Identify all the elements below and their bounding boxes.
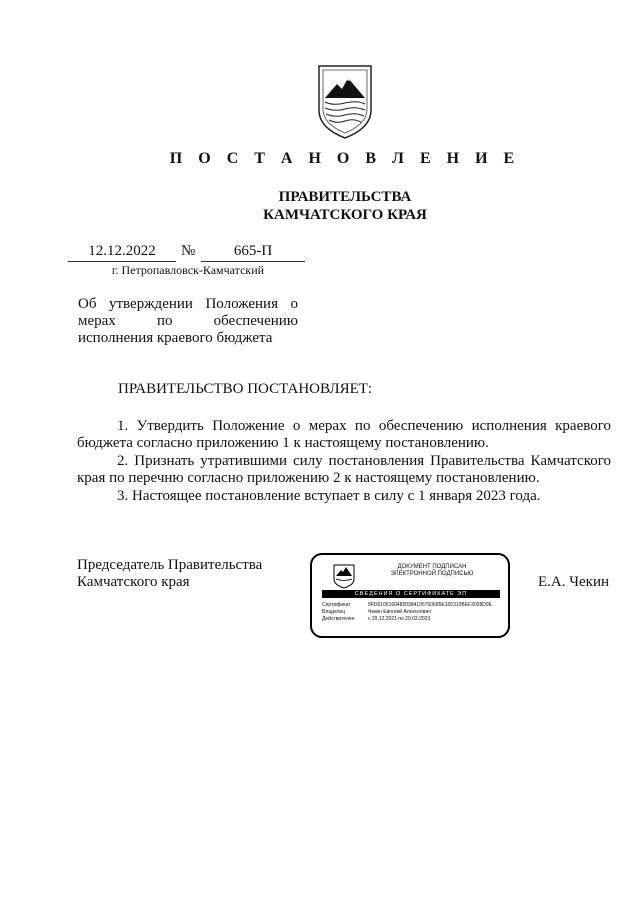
issuing-authority <box>0 188 640 224</box>
number-underline <box>201 261 305 262</box>
stamp-emblem-icon <box>332 563 356 589</box>
owner-key: Владелец <box>322 609 346 615</box>
electronic-signature-stamp <box>310 553 510 638</box>
authority-line-1: ПРАВИТЕЛЬСТВА <box>278 189 412 205</box>
decree-phrase: ПРАВИТЕЛЬСТВО ПОСТАНОВЛЯЕТ: <box>118 381 373 397</box>
stamp-heading <box>362 564 502 578</box>
document-type-title: П О С Т А Н О В Л Е Н И Е <box>169 150 521 167</box>
date-underline <box>68 261 176 262</box>
position-line-2: Камчатского края <box>77 574 190 590</box>
signatory-position <box>77 557 287 591</box>
certificate-value: 5FD61051604820384195760685E165310BEF2028D9E <box>368 602 492 608</box>
certificate-row <box>322 602 492 608</box>
stamp-heading-line-2: ЭЛЕКТРОННОЙ ПОДПИСЬЮ <box>390 571 474 577</box>
authority-line-2: КАМЧАТСКОГО КРАЯ <box>263 207 427 223</box>
place-of-issue: г. Петропавловск-Камчатский <box>111 263 265 277</box>
position-line-1: Председатель Правительства <box>77 557 263 573</box>
decree-item-3: 3. Настоящее постановление вступает в силу с 1 января 2023 года. <box>117 488 541 504</box>
owner-value: Чекин Евгений Алексеевич <box>368 609 431 615</box>
document-date: 12.12.2022 <box>88 243 156 259</box>
signatory-name: Е.А. Чекин <box>538 574 609 590</box>
decree-item-1: 1. Утвердить Положение о мерах по обеспечению исполнения краевого бюджета согласно приложению 1 к настоящему постановлению. <box>77 418 611 451</box>
stamp-heading-line-1: ДОКУМЕНТ ПОДПИСАН <box>397 564 467 570</box>
validity-value: с 29.12.2021 по 29.03.2023 <box>368 616 431 622</box>
validity-row <box>322 616 430 622</box>
number-label: № <box>181 243 196 259</box>
decree-item-2: 2. Признать утратившими силу постановления Правительства Камчатского края по перечню согласно приложению 2 к настоящему постановлению. <box>77 453 611 486</box>
kamchatka-coat-of-arms-icon <box>315 62 375 140</box>
validity-key: Действителен <box>322 616 355 622</box>
certificate-key: Сертификат <box>322 602 351 608</box>
owner-row <box>322 609 431 615</box>
certificate-info-bar: СВЕДЕНИЯ О СЕРТИФИКАТЕ ЭП <box>322 590 500 598</box>
document-number: 665-П <box>233 243 273 259</box>
document-subject: Об утверждении Положения о мерах по обеспечению исполнения краевого бюджета <box>78 296 298 346</box>
